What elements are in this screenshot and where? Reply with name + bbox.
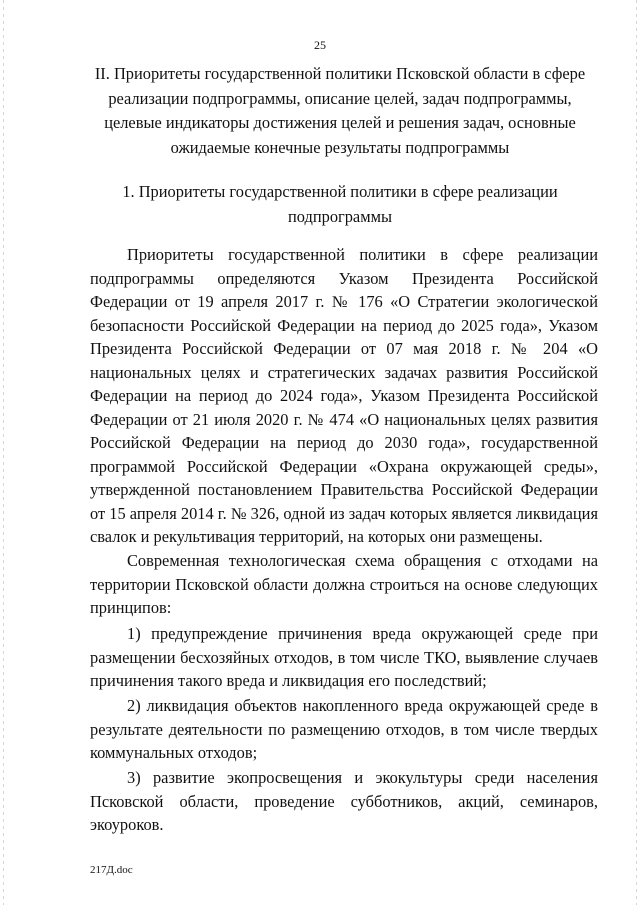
body-paragraph: Приоритеты государственной политики в сфере реализации подпрограммы определяются Указом Президента Российской Федерации от 19 апреля 2017 г. № 176 «О Стратегии экологической безопасности Российской Федерации на период до 2025 года», Указом Президента Российской Федерации от 07 мая 2018 г. № 204 «О национальных целях и стратегических задачах развития Российской Федерации на период до 2024 года», Указом Президента Российской Федерации от 21 июля 2020 г. № 474 «О национальных целях развития Российской Федерации на период до 2030 года», государственной программой Российской Федерации «Охрана окружающей среды», утвержденной постановлением Правительства Российской Федерации от 15 апреля 2014 г. № 326, одной из задач которых является ликвидация свалок и рекультивация территорий, на которых они размещены.: [90, 245, 598, 546]
footer-filename: 217Д.doc: [90, 864, 133, 876]
page-number: 25: [314, 38, 326, 52]
principle-item: 2) ликвидация объектов накопленного вреда окружающей среде в результате деятельности по размещению отходов, в том числе твердых коммунальных отходов;: [90, 696, 598, 762]
principle-item: 1) предупреждение причинения вреда окружающей среде при размещении бесхозяйных отходов, в том числе ТКО, выявление случаев причинения такого вреда и ликвидация его последствий;: [90, 624, 598, 690]
section-title: II. Приоритеты государственной политики Псковской области в сфере реализации подпрограммы, описание целей, задач подпрограммы, целевые индикаторы достижения целей и решения задач, основные ожидаемые конечные результаты подпрограммы: [94, 64, 586, 157]
body-paragraph: Современная технологическая схема обращения с отходами на территории Псковской области должна строиться на основе следующих принципов:: [90, 551, 598, 617]
subsection-title: 1. Приоритеты государственной политики в сфере реализации подпрограммы: [122, 182, 558, 226]
scan-edge-left: [3, 0, 4, 905]
scan-edge-right: [636, 0, 637, 905]
principle-item: 3) развитие экопросвещения и экокультуры среди населения Псковской области, проведение субботников, акций, семинаров, экоуроков.: [90, 768, 598, 834]
